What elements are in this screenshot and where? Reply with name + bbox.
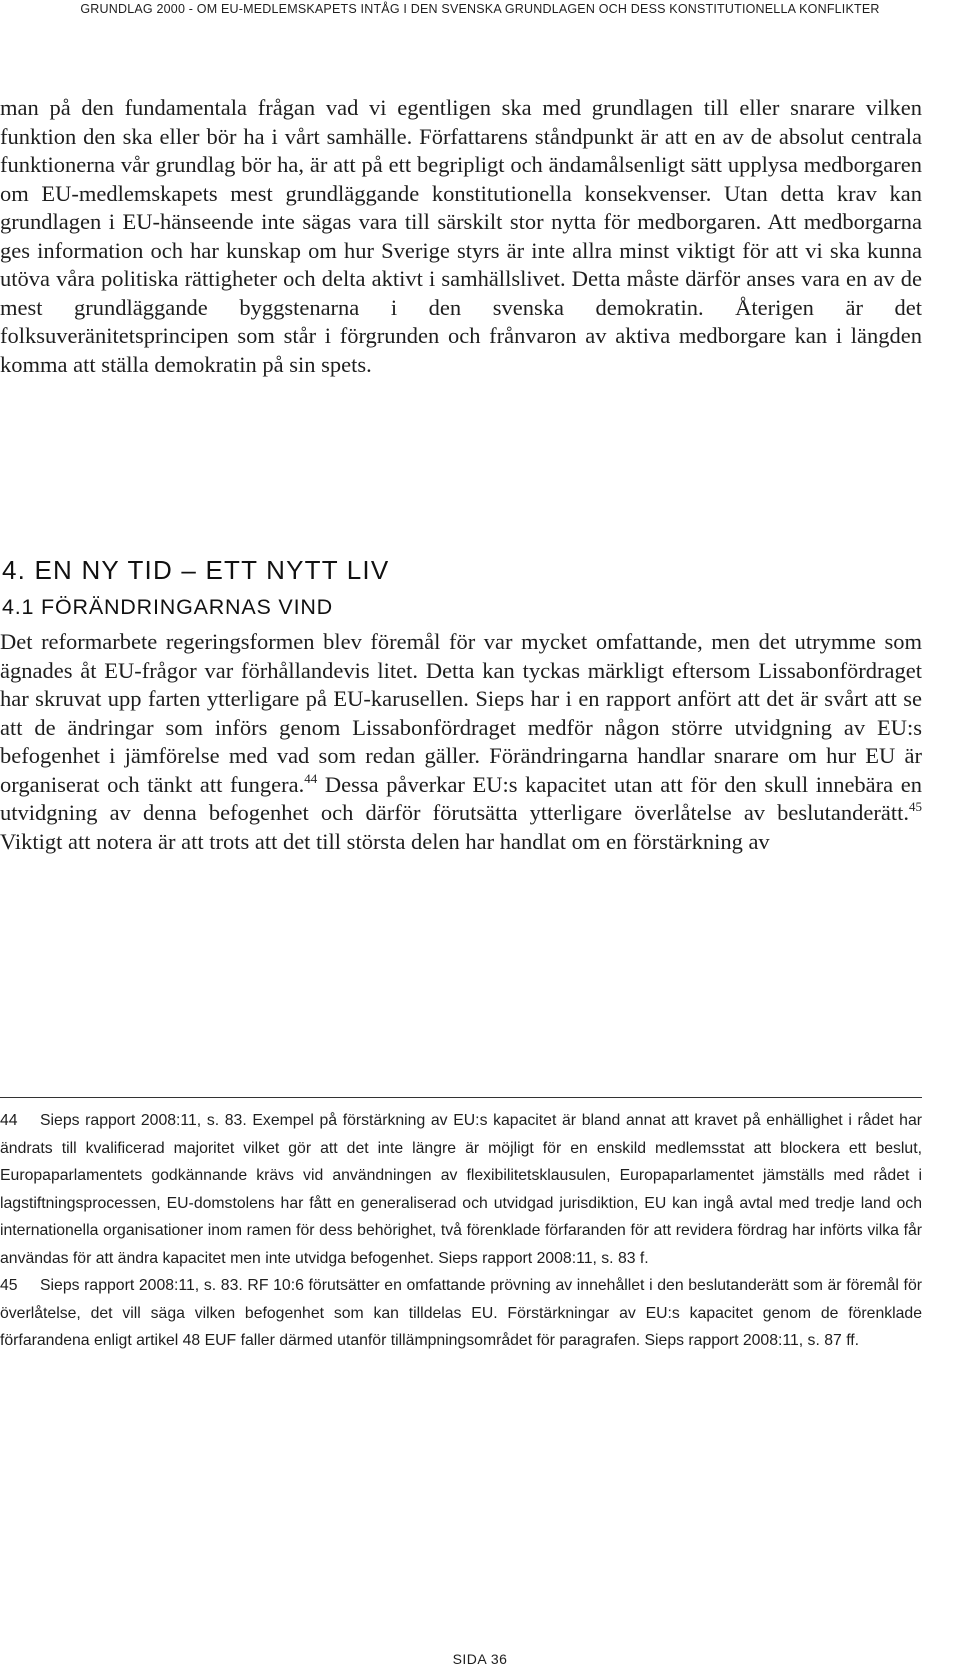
paragraph-segment: Det reformarbete regeringsformen blev föremål för var mycket omfattande, men det utrymme som ägnades åt EU-frågor var förhållandevis litet. Detta kan tyckas märkligt eftersom Lissabonfördraget har skruvat upp farten ytterligare på EU-karusellen. Sieps har i en rapport anfört att det är svårt att se att de ändringar som införs genom Lissabonfördraget medför någon större utvidgning av EU:s befogenhet i jämförelse med vad som redan gäller. Förändringarna handlar snarare om hur EU är organiserat och tänkt att fungera. — [0, 629, 922, 797]
footnote-text: Sieps rapport 2008:11, s. 83. Exempel på förstärkning av EU:s kapacitet är bland annat att kravet på enhällighet i rådet har ändrats till kvalificerad majoritet vilket gör att det inte längre är möjligt för en enskild medlemsstat att blockera ett beslut, Europaparlamentets godkännande krävs vid användningen av flexibilitetsklausulen, Europaparlamentet jämställs med rådet i lagstiftningsprocessen, EU-domstolens har fått en generaliserad och utvidgad jurisdiktion, EU kan ingå avtal med tredje land och internationella organisationer inom ramen för dess behörighet, två förenklade förfaranden för att revidera fördrag har införts vilka får användas för att ändra kapacitet men inte utvidga befogenhet. Sieps rapport 2008:11, s. 83 f. — [0, 1112, 922, 1267]
footnote-text: Sieps rapport 2008:11, s. 83. RF 10:6 förutsätter en omfattande prövning av innehållet i den beslutanderätt som är föremål för överlåtelse, det vill säga vilken befogenhet som kan tilldelas EU. Förstärkningar av EU:s kapacitet genom de förenklade förfarandena enligt artikel 48 EUF faller därmed utanför tillämpningsområdet för paragrafen. Sieps rapport 2008:11, s. 87 ff. — [0, 1277, 922, 1349]
running-header: GRUNDLAG 2000 - OM EU-MEDLEMSKAPETS INTÅG I DEN SVENSKA GRUNDLAGEN OCH DESS KONSTITUTIONELLA KONFLIKTER — [80, 2, 880, 16]
paragraph-segment: Dessa påverkar EU:s kapacitet utan att för den skull innebära en utvidgning av denna befogenhet och därför förutsätta ytterligare överlåtelse av beslutanderätt. — [0, 771, 922, 825]
body-paragraph-1 — [0, 94, 922, 379]
footnote-ref-45[interactable]: 45 — [909, 799, 922, 814]
footnote-number: 45 — [0, 1277, 18, 1294]
section-heading: 4. EN NY TID – ETT NYTT LIV — [2, 555, 390, 585]
paragraph-segment: Viktigt att notera är att trots att det till största delen har handlat om en förstärkning av — [0, 828, 770, 854]
footnote-divider — [0, 1097, 922, 1098]
paragraph-text — [0, 628, 922, 856]
footnote-ref-44[interactable]: 44 — [304, 770, 318, 786]
page-number: SIDA 36 — [452, 1651, 508, 1667]
footnote-number: 44 — [0, 1112, 18, 1129]
subsection-heading: 4.1 FÖRÄNDRINGARNAS VIND — [2, 595, 334, 619]
footnote-item — [0, 1272, 922, 1355]
footnotes — [0, 1107, 922, 1355]
body-paragraph-2 — [0, 628, 922, 856]
paragraph-text: man på den fundamentala frågan vad vi egentligen ska med grundlagen till eller snarare vilken funktion den ska eller bör ha i vårt samhälle. Författarens ståndpunkt är att en av de absolut centrala funktionerna vår grundlag bör ha, är att på ett begripligt och ändamålsenligt sätt upplysa medborgaren om EU-medlemskapets mest grundläggande konstitutionella konsekvenser. Utan detta krav kan grundlagen i EU-hänseende inte sägas vara till särskilt stor nytta för medborgaren. Att medborgarna ges information och har kunskap om hur Sverige styrs är inte allra minst viktigt för att vi ska kunna utöva våra politiska rättigheter och delta aktivt i samhällslivet. Detta måste därför anses vara en av de mest grundläggande byggstenarna i den svenska demokratin. Återigen är det folksuveränitetsprincipen som står i förgrunden och frånvaron av aktiva medborgare kan i längden komma att ställa demokratin på sin spets. — [0, 95, 922, 377]
footnote-item — [0, 1107, 922, 1272]
